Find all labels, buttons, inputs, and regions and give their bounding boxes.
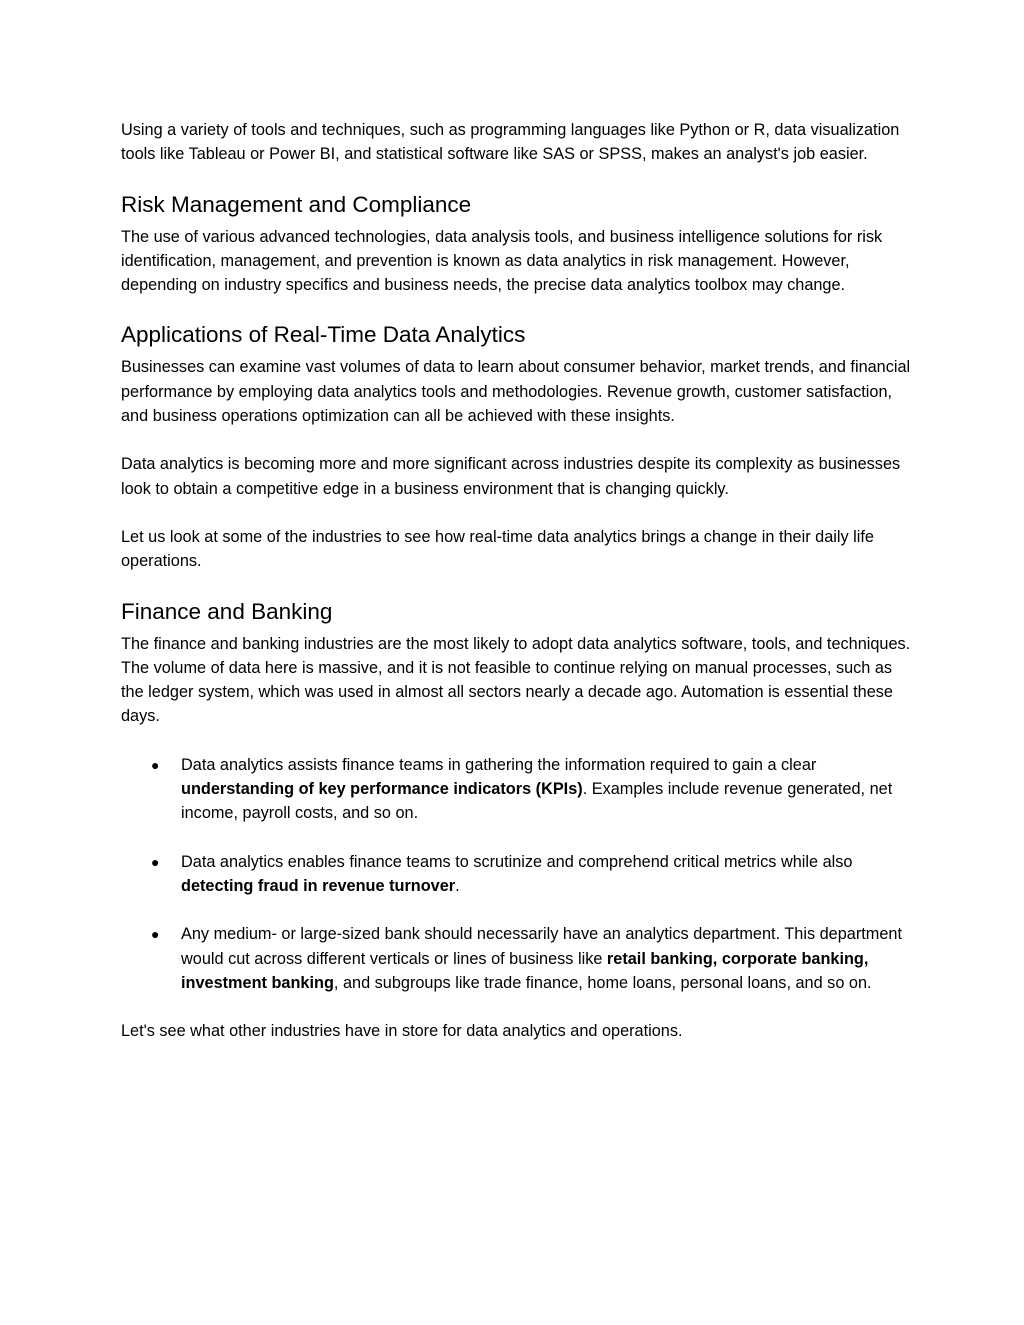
list-item	[121, 753, 911, 826]
bullet-text-after: , and subgroups like trade finance, home loans, personal loans, and so on.	[333, 973, 872, 992]
bullet-text-bold: detecting fraud in revenue turnover	[181, 876, 456, 895]
bullet-icon: ●	[151, 926, 160, 943]
applications-paragraph-3: Let us look at some of the industries to see how real-time data analytics brings a change in their daily life operations.	[121, 527, 874, 571]
intro-paragraph: Using a variety of tools and techniques, such as programming languages like Python or R, data visualization tools like Tableau or Power BI, and statistical software like SAS or SPSS, makes an analyst's job easier.	[121, 121, 900, 164]
bullet-icon: ●	[151, 853, 160, 870]
bullet-text-after: .	[455, 876, 460, 895]
bullet-text-before: Data analytics assists finance teams in gathering the information required to gain a clear	[181, 755, 817, 774]
closing-paragraph: Let's see what other industries have in store for data analytics and operations.	[121, 1022, 683, 1041]
bullet-text-bold: retail banking, corporate banking, investment banking	[181, 949, 869, 992]
list-item	[121, 922, 911, 995]
bullet-text-after: . Examples include revenue generated, net income, payroll costs, and so on.	[181, 780, 893, 823]
finance-bullet-list	[121, 753, 911, 995]
finance-banking-heading: Finance and Banking	[121, 598, 333, 624]
applications-heading: Applications of Real-Time Data Analytics	[121, 322, 526, 348]
applications-paragraph-1: Businesses can examine vast volumes of data to learn about consumer behavior, market trends, and financial performance by employing data analytics tools and methodologies. Revenue growth, customer satisfaction, and business operations optimization can all be achieved with these insights.	[121, 358, 911, 426]
bullet-icon: ●	[151, 756, 160, 773]
list-item	[121, 850, 911, 899]
finance-banking-paragraph: The finance and banking industries are the most likely to adopt data analytics software, tools, and techniques. The volume of data here is massive, and it is not feasible to continue relying on manual processes, such as the ledger system, which was used in almost all sectors nearly a decade ago. Automation is essential these days.	[121, 634, 911, 726]
document-page	[121, 118, 911, 1043]
bullet-text-bold: understanding of key performance indicators (KPIs)	[181, 780, 583, 799]
applications-paragraph-2: Data analytics is becoming more and more significant across industries despite its complexity as businesses look to obtain a competitive edge in a business environment that is changing quickly.	[121, 455, 901, 498]
bullet-text-before: Data analytics enables finance teams to scrutinize and comprehend critical metrics while also	[181, 852, 853, 871]
risk-management-heading: Risk Management and Compliance	[121, 191, 472, 217]
risk-management-paragraph: The use of various advanced technologies, data analysis tools, and business intelligence solutions for risk identification, management, and prevention is known as data analytics in risk management. However, depending on industry specifics and business needs, the precise data analytics toolbox may change.	[121, 227, 883, 295]
bullet-text-before: Any medium- or large-sized bank should necessarily have an analytics department. This department would cut across different verticals or lines of business like	[181, 925, 902, 968]
